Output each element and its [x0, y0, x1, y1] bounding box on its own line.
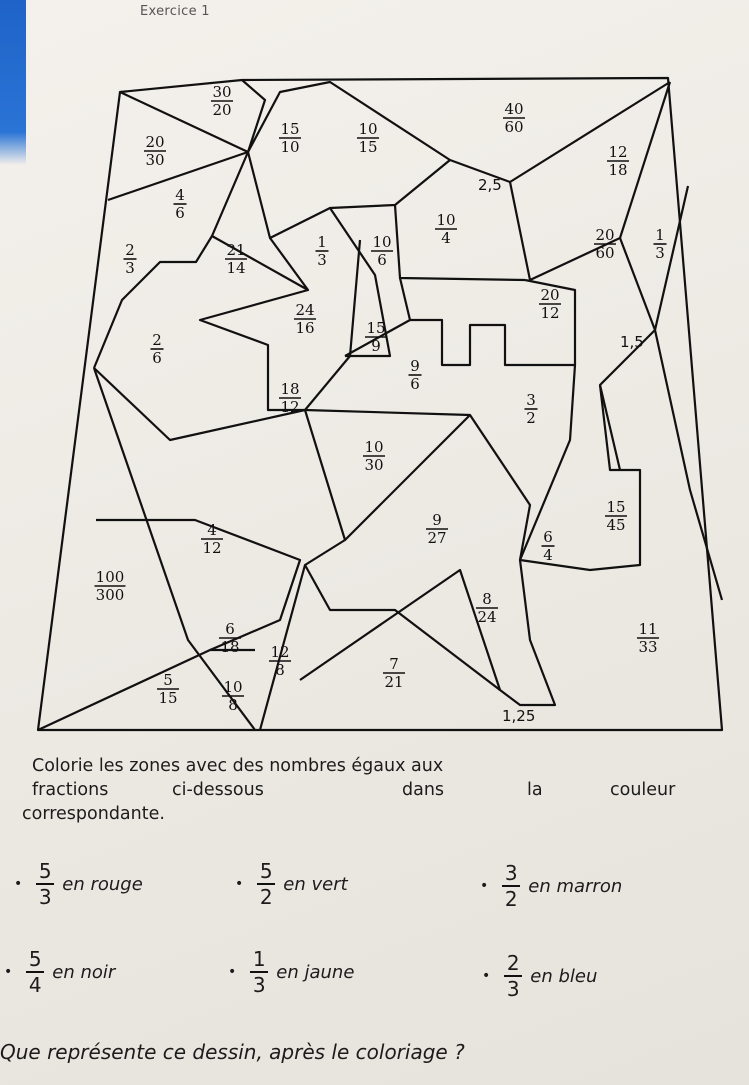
instructions-line-1: Colorie les zones avec des nombres égaux aux — [32, 756, 444, 776]
decimal-label: 2,5 — [478, 176, 502, 194]
key-fraction: 5 3 — [36, 860, 54, 908]
fraction-label — [151, 331, 164, 367]
fraction-numerator: 6 — [225, 620, 235, 638]
fraction-numerator: 2 — [152, 331, 162, 349]
instructions-word: fractions — [32, 780, 109, 800]
fraction-label — [607, 143, 629, 179]
fraction-label — [476, 590, 498, 626]
decimal-labels — [478, 176, 644, 725]
instructions-word: la — [527, 780, 543, 800]
color-key-item: • 1 3 en jaune — [228, 947, 355, 997]
fraction-numerator: 20 — [595, 226, 615, 244]
fraction-numerator: 4 — [175, 186, 185, 204]
fraction-denominator: 30 — [364, 456, 384, 474]
fraction-label — [211, 83, 233, 119]
fraction-denominator: 14 — [226, 259, 246, 277]
fraction-numerator: 1 — [655, 226, 665, 244]
fraction-numerator: 7 — [389, 655, 399, 673]
instructions-word: dans — [402, 780, 445, 800]
color-key-item: • 5 3 en rouge — [14, 859, 143, 909]
instructions-word: ci-dessous — [172, 780, 264, 800]
fraction-denominator: 45 — [606, 516, 626, 534]
fraction-denominator: 60 — [595, 244, 615, 262]
decimal-label: 1,25 — [502, 707, 536, 725]
fraction-label — [594, 226, 616, 262]
fraction-label — [225, 241, 247, 277]
fraction-numerator: 8 — [482, 590, 492, 608]
fraction-label — [503, 100, 525, 136]
fraction-numerator: 10 — [372, 233, 392, 251]
fraction-label — [279, 120, 301, 156]
fraction-numerator: 15 — [280, 120, 300, 138]
fraction-label — [174, 186, 187, 222]
key-fraction: 3 2 — [502, 862, 520, 910]
fraction-denominator: 12 — [540, 304, 560, 322]
fraction-numerator: 1 — [317, 233, 327, 251]
decimal-label: 1,5 — [620, 333, 644, 351]
fraction-denominator: 8 — [275, 661, 285, 679]
fraction-label — [383, 655, 405, 691]
fraction-label — [365, 319, 387, 355]
fraction-numerator: 3 — [526, 391, 536, 409]
fraction-numerator: 12 — [270, 643, 290, 661]
key-label: en noir — [52, 961, 116, 983]
fraction-numerator: 100 — [95, 568, 125, 586]
fraction-denominator: 33 — [638, 638, 658, 656]
fraction-label — [435, 211, 457, 247]
key-label: en rouge — [62, 873, 143, 895]
fraction-label — [294, 301, 316, 337]
key-fraction: 1 3 — [250, 948, 268, 996]
fraction-label — [124, 241, 137, 277]
fraction-denominator: 8 — [228, 696, 238, 714]
fraction-denominator: 16 — [295, 319, 315, 337]
fraction-denominator: 15 — [158, 689, 178, 707]
key-label: en marron — [528, 875, 623, 897]
fraction-denominator: 18 — [220, 638, 240, 656]
fraction-numerator: 24 — [295, 301, 315, 319]
exercise-heading: Exercice 1 — [140, 4, 210, 19]
fraction-denominator: 300 — [95, 586, 125, 604]
fraction-denominator: 24 — [477, 608, 497, 626]
instructions-word: couleur — [610, 780, 676, 800]
fraction-numerator: 15 — [606, 498, 626, 516]
fraction-denominator: 12 — [202, 539, 222, 557]
fraction-label — [269, 643, 291, 679]
fraction-label — [95, 568, 126, 604]
fraction-denominator: 6 — [410, 375, 420, 393]
key-label: en jaune — [276, 961, 355, 983]
fraction-denominator: 3 — [655, 244, 665, 262]
fraction-label — [219, 620, 241, 656]
fraction-denominator: 3 — [317, 251, 327, 269]
fraction-numerator: 18 — [280, 380, 300, 398]
fraction-label — [371, 233, 393, 269]
fraction-numerator: 12 — [608, 143, 628, 161]
fraction-label — [654, 226, 667, 262]
fraction-label — [222, 678, 244, 714]
question: Que représente ce dessin, après le coloriage ? — [0, 1040, 465, 1064]
color-key-item: • 3 2 en marron — [480, 861, 623, 911]
fraction-numerator: 30 — [212, 83, 232, 101]
fraction-numerator: 10 — [364, 438, 384, 456]
fraction-label — [637, 620, 659, 656]
fraction-label — [357, 120, 379, 156]
fraction-denominator: 9 — [371, 337, 381, 355]
fraction-denominator: 12 — [280, 398, 300, 416]
fraction-denominator: 4 — [441, 229, 451, 247]
fraction-label — [409, 357, 422, 393]
fraction-denominator: 15 — [358, 138, 378, 156]
color-key-item: • 5 4 en noir — [4, 947, 116, 997]
fraction-label — [426, 511, 448, 547]
fraction-numerator: 10 — [436, 211, 456, 229]
color-key-item: • 2 3 en bleu — [482, 951, 598, 1001]
fraction-denominator: 30 — [145, 151, 165, 169]
fraction-label — [363, 438, 385, 474]
fraction-denominator: 6 — [175, 204, 185, 222]
fraction-denominator: 6 — [377, 251, 387, 269]
key-fraction: 2 3 — [504, 952, 522, 1000]
fraction-denominator: 27 — [427, 529, 447, 547]
fraction-numerator: 15 — [366, 319, 386, 337]
fraction-numerator: 20 — [540, 286, 560, 304]
fraction-numerator: 21 — [226, 241, 246, 259]
fraction-denominator: 4 — [543, 546, 553, 564]
fraction-numerator: 20 — [145, 133, 165, 151]
key-label: en bleu — [530, 965, 598, 987]
fraction-label — [542, 528, 555, 564]
fraction-label — [605, 498, 627, 534]
color-key-item: • 5 2 en vert — [235, 859, 348, 909]
fraction-numerator: 9 — [410, 357, 420, 375]
fraction-numerator: 6 — [543, 528, 553, 546]
fraction-denominator: 6 — [152, 349, 162, 367]
fraction-denominator: 20 — [212, 101, 232, 119]
fraction-numerator: 2 — [125, 241, 135, 259]
fraction-numerator: 10 — [223, 678, 243, 696]
fraction-numerator: 5 — [163, 671, 173, 689]
fraction-denominator: 3 — [125, 259, 135, 277]
fraction-label — [201, 521, 223, 557]
fraction-numerator: 4 — [207, 521, 217, 539]
instructions-line-3: correspondante. — [22, 804, 165, 824]
fraction-label — [316, 233, 329, 269]
fraction-denominator: 10 — [280, 138, 300, 156]
key-fraction: 5 4 — [26, 948, 44, 996]
fraction-label — [525, 391, 538, 427]
fraction-numerator: 11 — [638, 620, 658, 638]
fraction-label — [279, 380, 301, 416]
fraction-denominator: 2 — [526, 409, 536, 427]
fraction-numerator: 9 — [432, 511, 442, 529]
fraction-label — [539, 286, 561, 322]
key-label: en vert — [283, 873, 348, 895]
fraction-label — [157, 671, 179, 707]
fraction-denominator: 60 — [504, 118, 524, 136]
fraction-denominator: 21 — [384, 673, 404, 691]
fraction-numerator: 10 — [358, 120, 378, 138]
fraction-numerator: 40 — [504, 100, 524, 118]
key-fraction: 5 2 — [257, 860, 275, 908]
fraction-denominator: 18 — [608, 161, 628, 179]
fraction-label — [144, 133, 166, 169]
